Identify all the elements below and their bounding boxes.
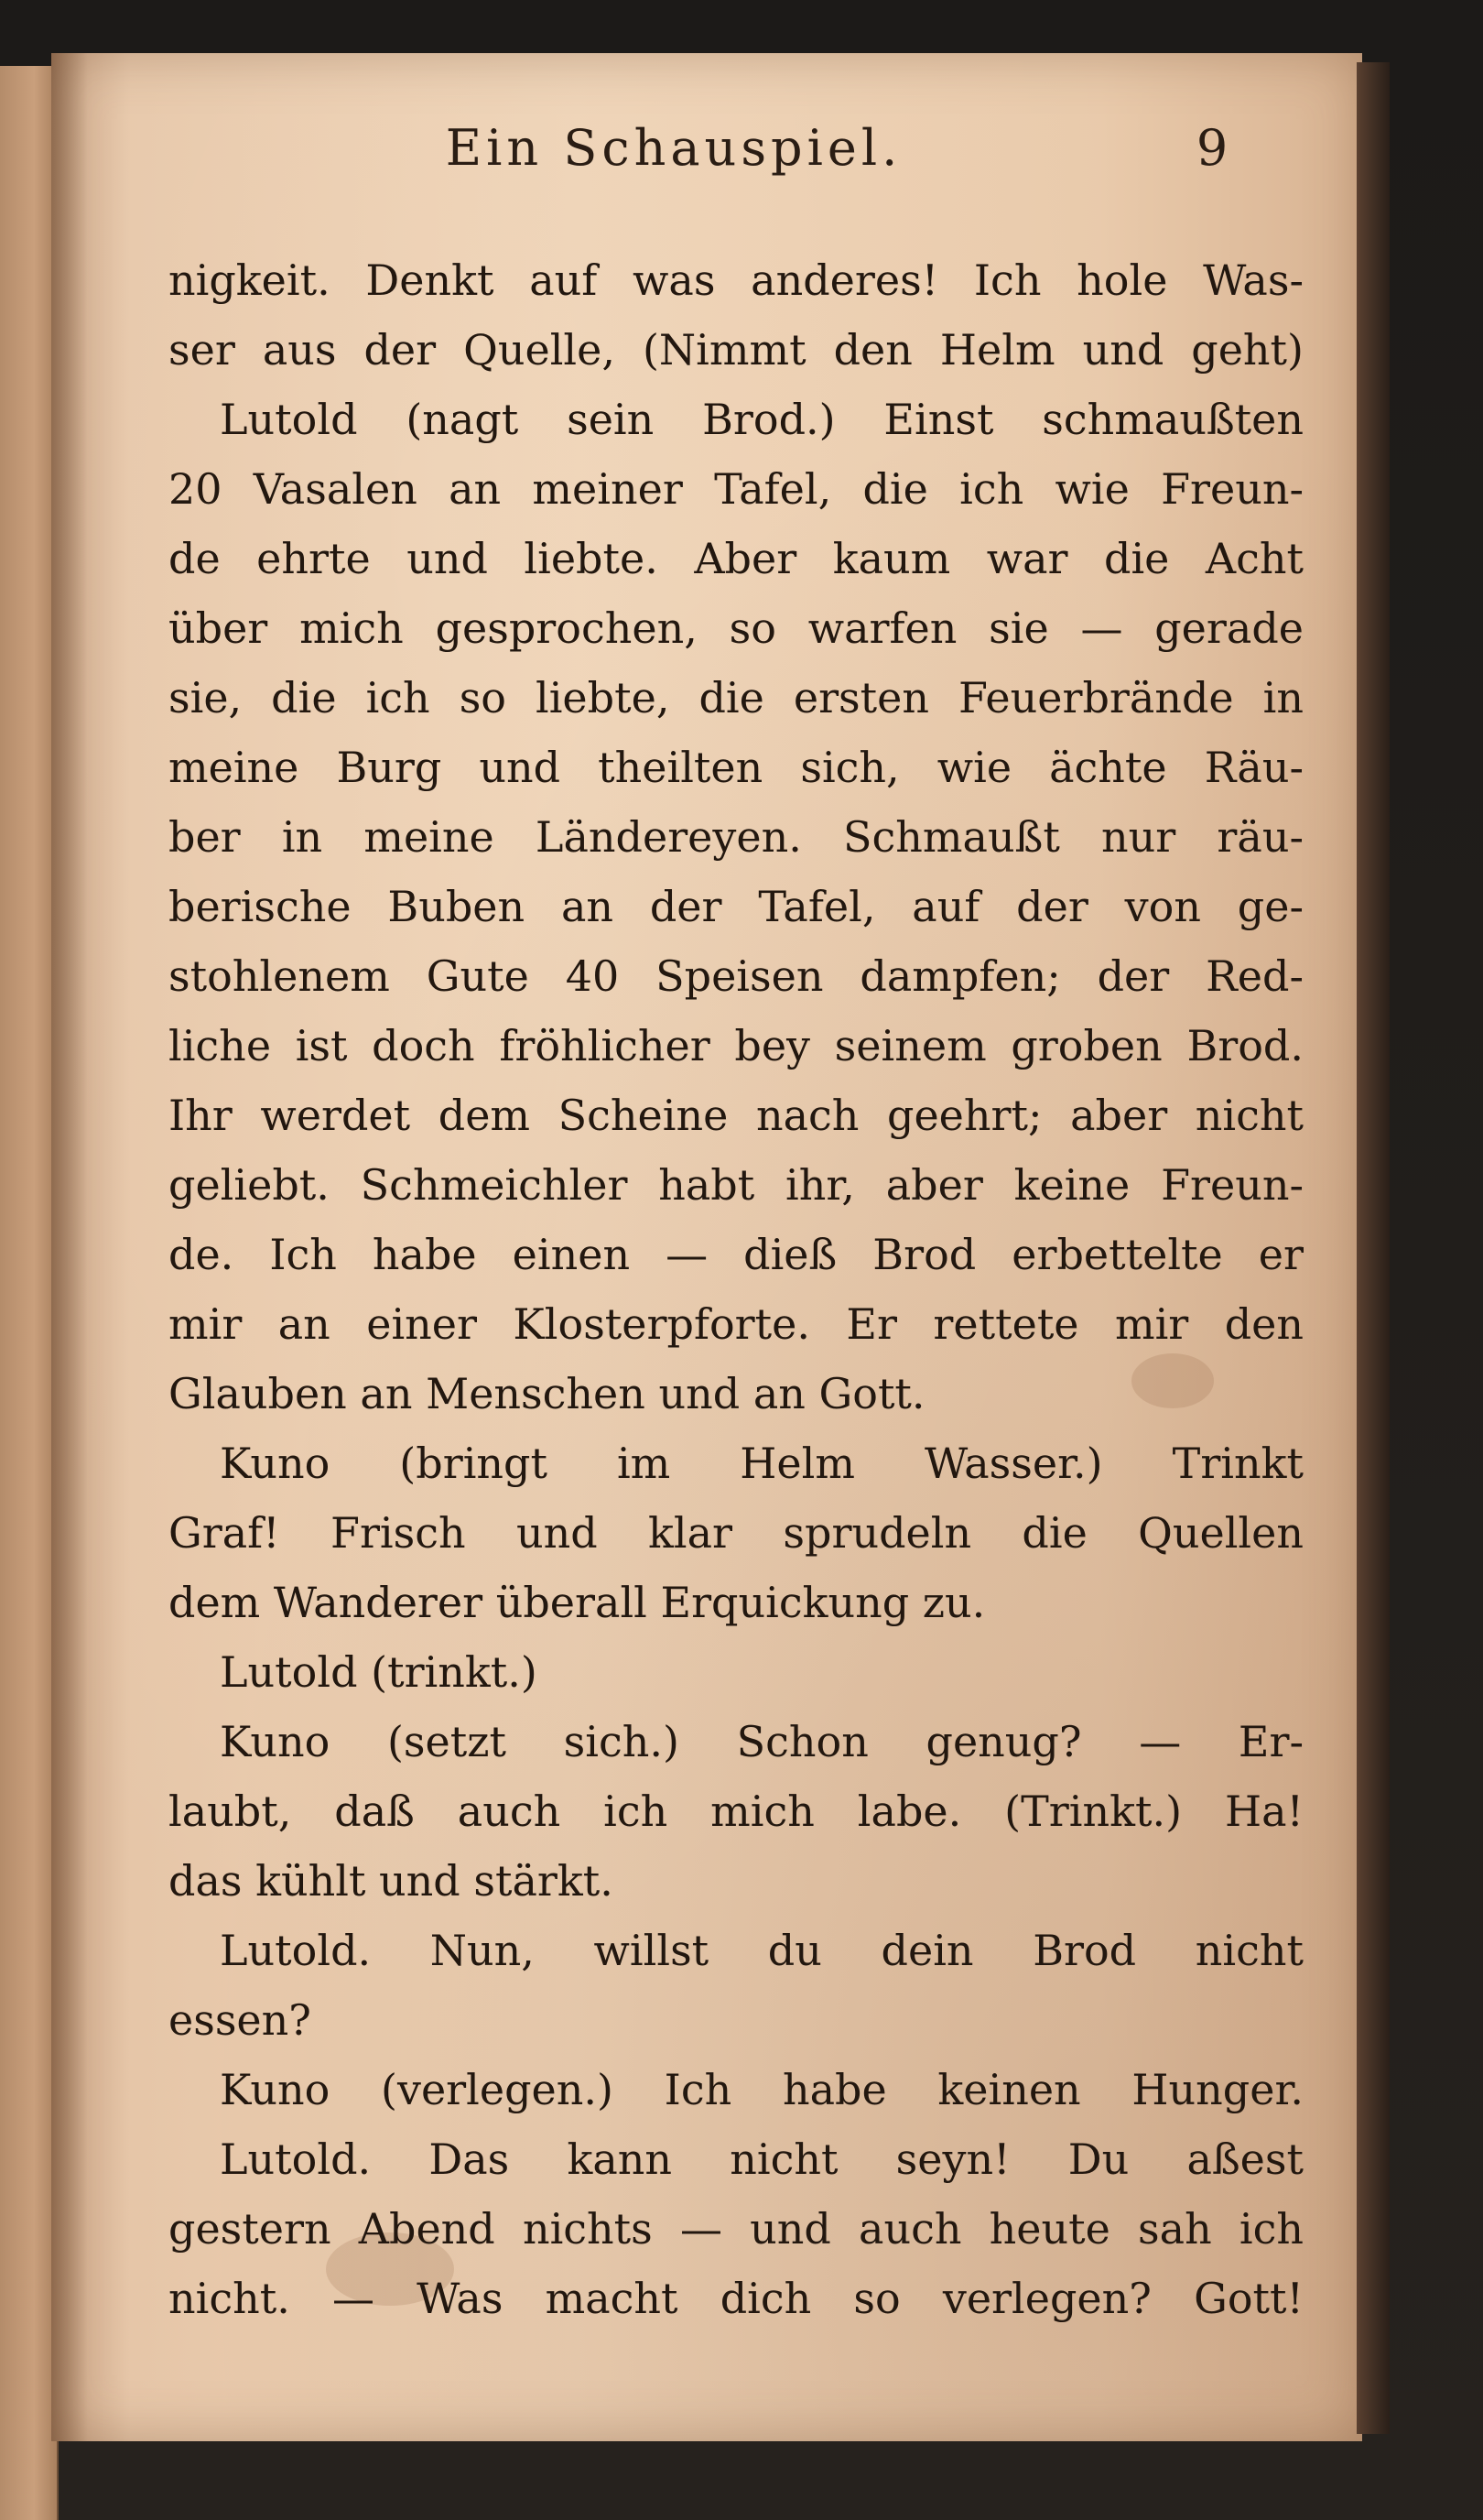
text-line: über mich gesprochen, so warfen sie — gerade bbox=[168, 603, 1304, 653]
text-line: meine Burg und theilten sich, wie ächte Räu- bbox=[168, 743, 1304, 792]
text-line: Lutold (trinkt.) bbox=[220, 1647, 537, 1697]
text-line: Lutold. Nun, willst du dein Brod nicht bbox=[220, 1926, 1304, 1975]
text-line: ber in meine Ländereyen. Schmaußt nur räu- bbox=[168, 812, 1304, 862]
text-line: gestern Abend nichts — und auch heute sah ich bbox=[168, 2204, 1304, 2254]
text-line: ser aus der Quelle, (Nimmt den Helm und geht) bbox=[168, 325, 1304, 375]
text-line: dem Wanderer überall Erquickung zu. bbox=[168, 1578, 986, 1627]
text-line: nicht. — Was macht dich so verlegen? Gott! bbox=[168, 2274, 1304, 2323]
text-line: Lutold (nagt sein Brod.) Einst schmaußten bbox=[220, 395, 1304, 444]
text-line: Kuno (bringt im Helm Wasser.) Trinkt bbox=[220, 1439, 1304, 1488]
page-number: 9 bbox=[1196, 119, 1229, 177]
text-line: Ihr werdet dem Scheine nach geehrt; aber nicht bbox=[168, 1091, 1304, 1140]
text-line: 20 Vasalen an meiner Tafel, die ich wie Freun- bbox=[168, 464, 1304, 514]
text-line: geliebt. Schmeichler habt ihr, aber keine Freun- bbox=[168, 1160, 1304, 1210]
text-line: sie, die ich so liebte, die ersten Feuerbrände in bbox=[168, 673, 1304, 722]
text-line: laubt, daß auch ich mich labe. (Trinkt.) Ha! bbox=[168, 1787, 1304, 1836]
facing-page-edge bbox=[0, 66, 59, 2520]
text-line: mir an einer Klosterpforte. Er rettete mir den bbox=[168, 1299, 1304, 1349]
text-line: de. Ich habe einen — dieß Brod erbettelte er bbox=[168, 1230, 1304, 1279]
text-line: nigkeit. Denkt auf was anderes! Ich hole Was- bbox=[168, 255, 1304, 305]
text-line: de ehrte und liebte. Aber kaum war die Acht bbox=[168, 534, 1304, 583]
text-line: stohlenem Gute 40 Speisen dampfen; der Red- bbox=[168, 951, 1304, 1001]
text-line: Kuno (verlegen.) Ich habe keinen Hunger. bbox=[220, 2065, 1304, 2114]
text-line: Glauben an Menschen und an Gott. bbox=[168, 1369, 926, 1418]
text-line: Graf! Frisch und klar sprudeln die Quellen bbox=[168, 1508, 1304, 1558]
text-line: Lutold. Das kann nicht seyn! Du aßest bbox=[220, 2134, 1304, 2184]
text-line: berische Buben an der Tafel, auf der von ge- bbox=[168, 882, 1304, 931]
running-head bbox=[51, 119, 1362, 192]
text-line: liche ist doch fröhlicher bey seinem groben Brod. bbox=[168, 1021, 1304, 1070]
text-line: essen? bbox=[168, 1995, 311, 2045]
body-text bbox=[168, 245, 1304, 2333]
book-page bbox=[51, 53, 1362, 2441]
page-gutter-shadow bbox=[51, 53, 88, 2441]
text-line: das kühlt und stärkt. bbox=[168, 1856, 613, 1906]
running-head-title: Ein Schauspiel. bbox=[445, 119, 903, 177]
text-line: Kuno (setzt sich.) Schon genug? — Er- bbox=[220, 1717, 1304, 1766]
